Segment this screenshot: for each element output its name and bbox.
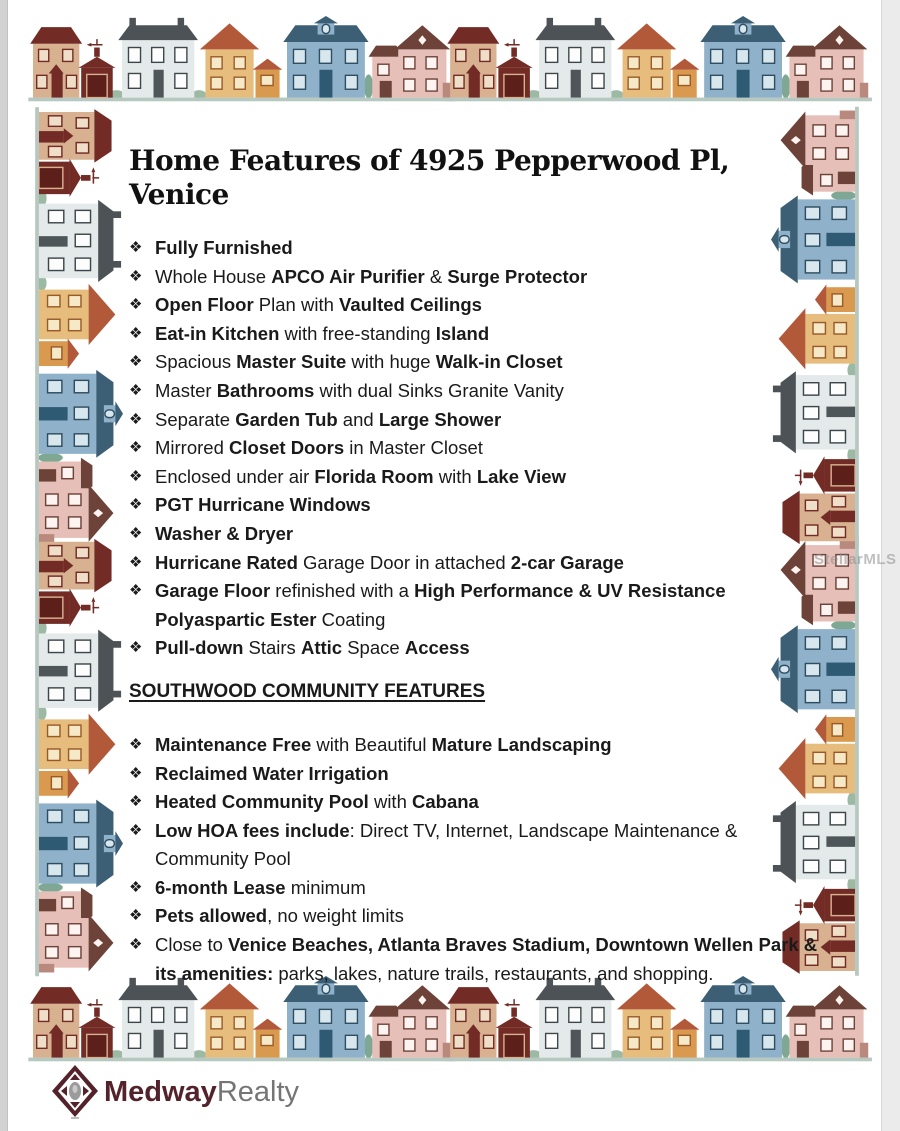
medway-realty-logo (50, 1064, 299, 1120)
feature-text: Eat-in Kitchen with free-standing Island (155, 322, 490, 344)
feature-text: Mirrored Closet Doors in Master Closet (155, 437, 483, 459)
feature-item (129, 348, 820, 377)
feature-text: Low HOA fees include: Direct TV, Internet, Landscape Maintenance & Community Pool (155, 819, 738, 870)
feature-item (129, 874, 820, 903)
feature-item (129, 731, 820, 760)
diamond-bullet-icon: ❖ (129, 582, 143, 600)
diamond-bullet-icon: ❖ (129, 907, 143, 925)
feature-text: Close to Venice Beaches, Atlanta Braves Stadium, Downtown Wellen Park & its amenities: parks, lakes, nature trails, restaurants, and shopping. (155, 934, 818, 984)
community-section-heading: SOUTHWOOD COMMUNITY FEATURES (129, 680, 486, 702)
feature-item (129, 263, 820, 292)
mls-watermark: StellarMLS (814, 551, 897, 568)
feature-text: Heated Community Pool with Cabana (155, 791, 479, 813)
feature-text: Washer & Dryer (155, 522, 294, 544)
feature-text: Fully Furnished (155, 237, 293, 258)
feature-text: PGT Hurricane Windows (155, 494, 371, 516)
diamond-bullet-icon: ❖ (129, 410, 143, 428)
feature-item (129, 577, 820, 634)
diamond-bullet-icon: ❖ (129, 296, 143, 314)
diamond-bullet-icon: ❖ (129, 239, 143, 256)
feature-text: Pets allowed, no weight limits (155, 905, 404, 927)
community-features-list (129, 731, 820, 988)
feature-item (129, 520, 820, 549)
feature-item (129, 234, 820, 263)
diamond-bullet-icon: ❖ (129, 764, 143, 782)
feature-item (129, 760, 820, 789)
house-border-top (28, 16, 872, 101)
feature-text: Maintenance Free with Beautiful Mature Landscaping (155, 733, 612, 755)
feature-item (129, 634, 820, 663)
feature-item (129, 817, 820, 874)
feature-item (129, 463, 820, 492)
feature-text: Pull-down Stairs Attic Space Access (155, 637, 470, 659)
diamond-bullet-icon: ❖ (129, 439, 143, 457)
feature-text: Reclaimed Water Irrigation (155, 762, 389, 784)
feature-text: Master Bathrooms with dual Sinks Granite Vanity (155, 379, 564, 401)
diamond-bullet-icon: ❖ (129, 467, 143, 485)
diamond-bullet-icon: ❖ (129, 553, 143, 571)
feature-item (129, 434, 820, 463)
feature-text: Hurricane Rated Garage Door in attached 2-car Garage (155, 551, 624, 573)
feature-text: Separate Garden Tub and Large Shower (155, 408, 502, 430)
house-border-left (35, 107, 123, 976)
feature-text: Whole House APCO Air Purifier & Surge Protector (155, 265, 588, 287)
diamond-bullet-icon: ❖ (129, 381, 143, 399)
feature-text: Spacious Master Suite with huge Walk-in Closet (155, 351, 563, 373)
feature-text: 6-month Lease minimum (155, 876, 366, 898)
feature-item (129, 406, 820, 435)
diamond-bullet-icon: ❖ (129, 324, 143, 342)
feature-item (129, 931, 820, 988)
medway-diamond-logo-icon (50, 1064, 100, 1120)
diamond-bullet-icon: ❖ (129, 496, 143, 514)
brand-name-medway: Medway (104, 1075, 217, 1108)
feature-text: Garage Floor refinished with a High Performance & UV Resistance Polyaspartic Ester Coating (155, 580, 726, 630)
feature-item (129, 491, 820, 520)
diamond-bullet-icon: ❖ (129, 793, 143, 811)
feature-item (129, 902, 820, 931)
house-border-bottom (28, 976, 872, 1061)
feature-item (129, 291, 820, 320)
feature-item (129, 377, 820, 406)
feature-item (129, 320, 820, 349)
feature-item (129, 549, 820, 578)
flyer-content (129, 144, 820, 988)
diamond-bullet-icon: ❖ (129, 524, 143, 542)
home-features-list (129, 234, 820, 663)
diamond-bullet-icon: ❖ (129, 639, 143, 657)
feature-text: Enclosed under air Florida Room with Lake View (155, 465, 566, 487)
diamond-bullet-icon: ❖ (129, 936, 143, 954)
diamond-bullet-icon: ❖ (129, 821, 143, 839)
brand-name-realty: Realty (216, 1075, 300, 1108)
feature-item (129, 788, 820, 817)
diamond-bullet-icon: ❖ (129, 735, 143, 753)
page-title: Home Features of 4925 Pepperwood Pl, Venice (129, 144, 730, 211)
diamond-bullet-icon: ❖ (129, 267, 143, 285)
diamond-bullet-icon: ❖ (129, 878, 143, 896)
diamond-bullet-icon: ❖ (129, 353, 143, 371)
feature-text: Open Floor Plan with Vaulted Ceilings (155, 294, 482, 316)
medway-realty-wordmark (104, 1076, 299, 1109)
